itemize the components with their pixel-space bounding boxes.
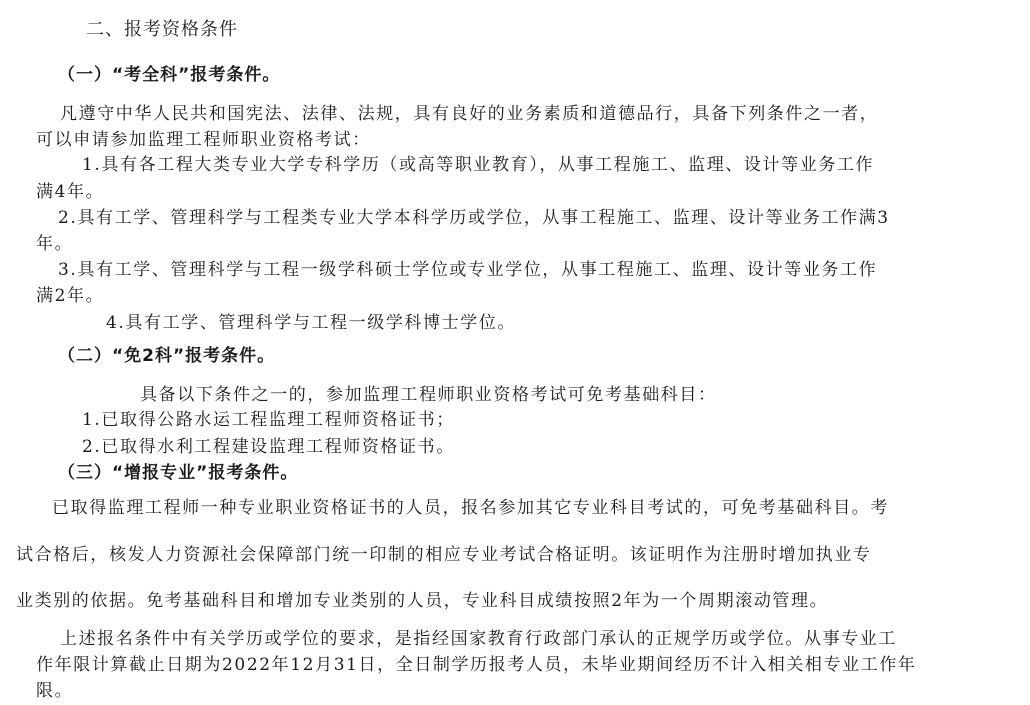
part1-item3-line2: 满2年。 — [36, 286, 105, 306]
note-line2: 作年限计算截止日期为2022年12月31日，全日制学历报考人员，未毕业期间经历不计入相关相专业工作年 — [36, 655, 917, 675]
part1-item2-line1: 2.具有工学、管理科学与工程类专业大学本科学历或学位，从事工程施工、监理、设计等业务工作满3 — [58, 208, 890, 228]
part2-intro: 具备以下条件之一的，参加监理工程师职业资格考试可免考基础科目： — [140, 385, 717, 405]
part1-item1-line2: 满4年。 — [36, 182, 105, 202]
part1-item3-line1: 3.具有工学、管理科学与工程一级学科硕士学位或专业学位，从事工程施工、监理、设计等业务工作 — [58, 260, 878, 280]
section-title: 二、报考资格条件 — [86, 19, 238, 40]
part1-item1-line1: 1.具有各工程大类专业大学专科学历（或高等职业教育），从事工程施工、监理、设计等业务工作 — [82, 155, 875, 175]
part3-line2: 试合格后，核发人力资源社会保障部门统一印制的相应专业考试合格证明。该证明作为注册时增加执业专 — [16, 545, 872, 565]
note-line1: 上述报名条件中有关学历或学位的要求，是指经国家教育行政部门承认的正规学历或学位。从事专业工 — [60, 629, 897, 649]
part2-item2: 2.已取得水利工程建设监理工程师资格证书。 — [82, 437, 455, 457]
part2-item1: 1.已取得公路水运工程监理工程师资格证书； — [82, 410, 455, 430]
part2-heading: （二）“免2科”报考条件。 — [58, 346, 276, 366]
note-line3: 限。 — [36, 681, 74, 701]
part1-intro-line1: 凡遵守中华人民共和国宪法、法律、法规，具有良好的业务素质和道德品行，具备下列条件之一者， — [60, 104, 879, 124]
part1-item4: 4.具有工学、管理科学与工程一级学科博士学位。 — [106, 313, 517, 333]
part1-item2-line2: 年。 — [36, 234, 74, 254]
part3-line3: 业类别的依据。免考基础科目和增加专业类别的人员，专业科目成绩按照2年为一个周期滚动管理。 — [16, 591, 829, 611]
part1-intro-line2: 可以申请参加监理工程师职业资格考试： — [36, 130, 371, 150]
part3-heading: （三）“增报专业”报考条件。 — [58, 463, 299, 483]
part1-heading: （一）“考全科”报考条件。 — [58, 65, 281, 85]
part3-line1: 已取得监理工程师一种专业职业资格证书的人员，报名参加其它专业科目考试的，可免考基础科目。考 — [52, 498, 889, 518]
